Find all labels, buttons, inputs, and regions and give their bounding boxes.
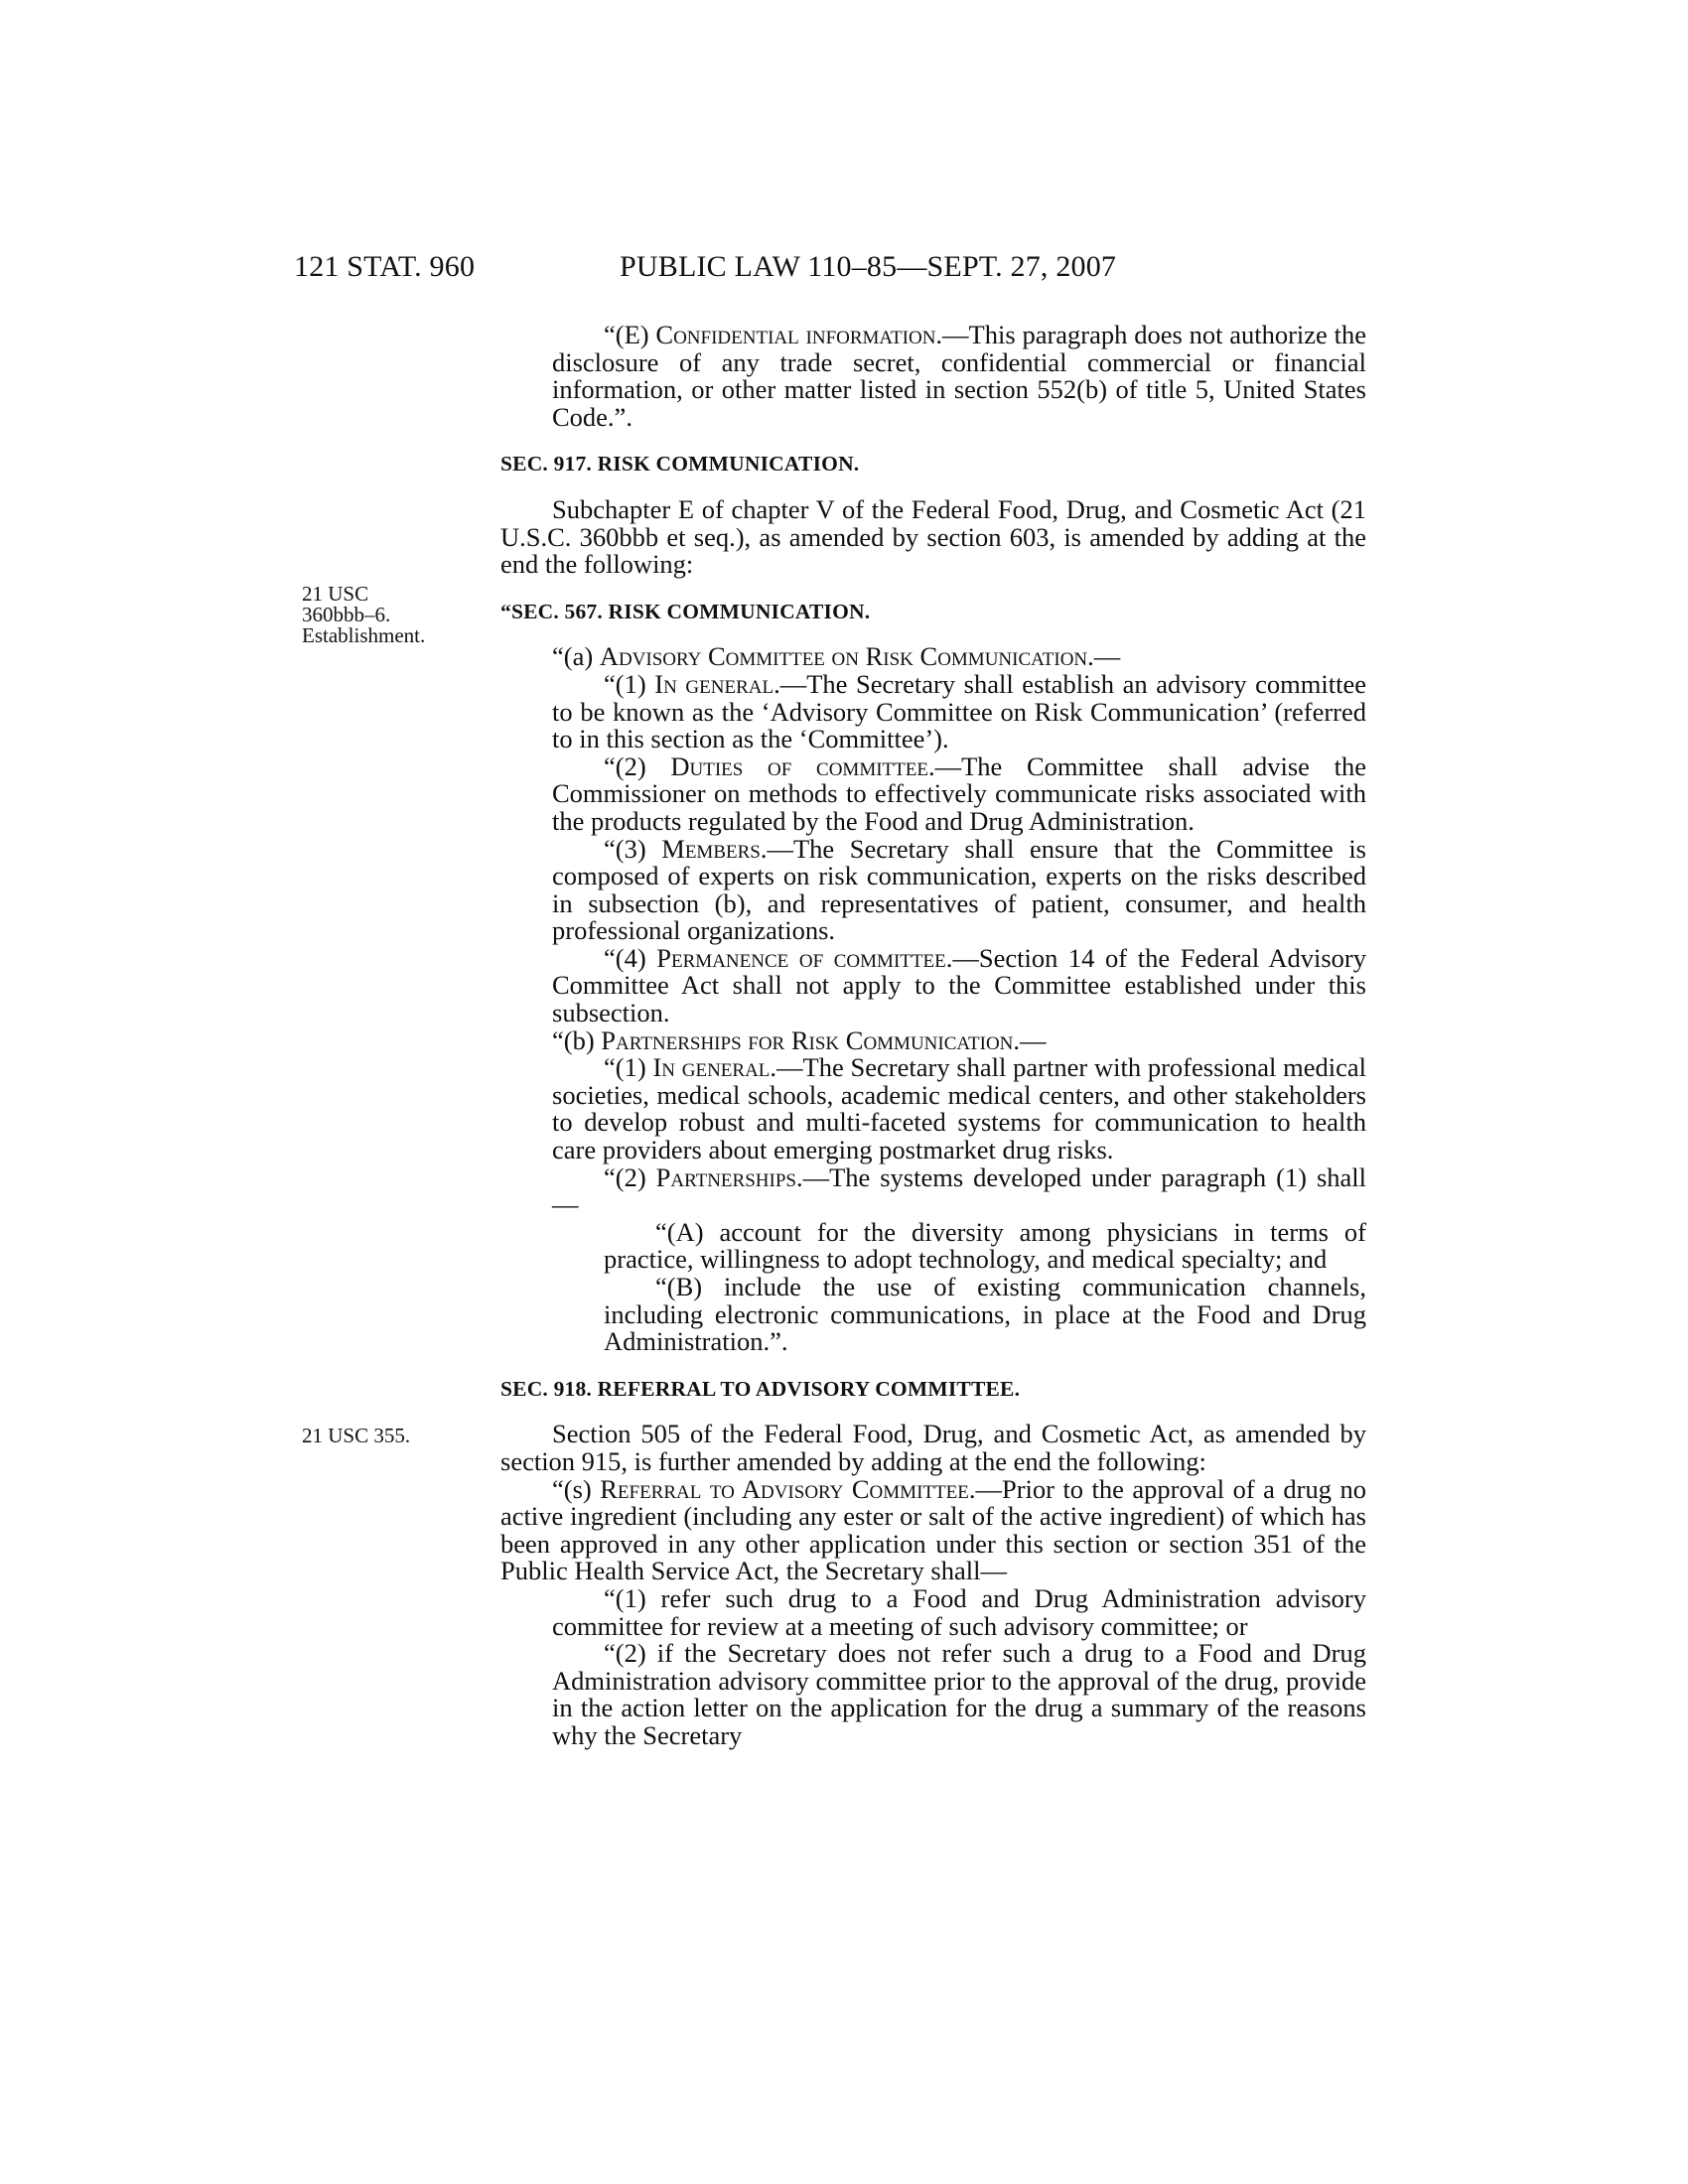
paragraph-text: .—This paragraph does not authorize the disclosure of any trade secret, confidential commercial or financial information, or other matter listed in section 552(b) of title 5, United States Code.”. bbox=[552, 320, 1366, 432]
paragraph-a1 bbox=[500, 668, 1366, 754]
paragraph-text: .—The Committee shall advise the Commissioner on methods to effectively communicate risks associated with the products regulated by the Food and Drug Administration. bbox=[552, 751, 1366, 836]
paragraph-text: .— bbox=[1013, 1024, 1047, 1055]
paragraph-heading: In general bbox=[654, 668, 774, 699]
paragraph-lead: “(3) bbox=[604, 833, 662, 864]
paragraph-a4 bbox=[500, 942, 1366, 1028]
section-917-intro: Subchapter E of chapter V of the Federal Food, Drug, and Cosmetic Act (21 U.S.C. 360bbb et seq.), as amended by section 603, is amended by adding at the end the following: bbox=[500, 493, 1366, 580]
paragraph-lead: “(b) bbox=[552, 1024, 602, 1055]
running-header-title: PUBLIC LAW 110–85—SEPT. 27, 2007 bbox=[620, 250, 1117, 283]
statute-page-number: 121 STAT. 960 bbox=[294, 250, 476, 283]
paragraph-heading: Permanence of committee bbox=[656, 942, 946, 973]
paragraph-text: .— bbox=[1087, 641, 1121, 672]
paragraph-lead: “(a) bbox=[552, 641, 600, 672]
paragraph-b1 bbox=[500, 1054, 1366, 1163]
paragraph-e-confidential-information bbox=[500, 322, 1366, 431]
margin-note-line: 21 USC bbox=[302, 582, 369, 606]
paragraph-lead: “(E) bbox=[604, 320, 656, 349]
margin-note-21usc-360bbb6 bbox=[302, 584, 425, 646]
paragraph-heading: Members bbox=[661, 833, 761, 864]
subsection-s-referral bbox=[500, 1473, 1366, 1586]
paragraph-s1: “(1) refer such drug to a Food and Drug Administration advisory committee for review at a meeting of such advisory committee; or bbox=[552, 1582, 1366, 1641]
section-567-heading: “SEC. 567. RISK COMMUNICATION. bbox=[500, 599, 871, 623]
section-918-intro: Section 505 of the Federal Food, Drug, and Cosmetic Act, as amended by section 915, is further amended by adding at the end the following: bbox=[500, 1419, 1366, 1476]
paragraph-text: .—The Secretary shall ensure that the Committee is composed of experts on risk communication, experts on the risks described in subsection (b), and representatives of patient, consumer, and health professional organizations. bbox=[552, 833, 1366, 946]
paragraph-heading: In general bbox=[652, 1052, 771, 1083]
margin-note-line: Establishment. bbox=[302, 623, 426, 647]
paragraph-lead: “(s) bbox=[552, 1473, 601, 1504]
paragraph-text: .—The Secretary shall establish an advisory committee to be known as the ‘Advisory Committee on Risk Communication’ (referred to in this section as the ‘Committee’). bbox=[552, 668, 1366, 754]
paragraph-a3 bbox=[500, 833, 1366, 946]
paragraph-heading: Partnerships bbox=[655, 1161, 796, 1192]
paragraph-heading: Partnerships for Risk Communication bbox=[601, 1024, 1014, 1055]
margin-note-line: 360bbb–6. bbox=[302, 603, 391, 626]
subsection-a-heading bbox=[500, 643, 1366, 671]
paragraph-b2 bbox=[500, 1161, 1366, 1220]
margin-note-21usc-355 bbox=[302, 1426, 410, 1446]
margin-note-line: 21 USC 355. bbox=[302, 1424, 411, 1447]
section-918-heading: SEC. 918. REFERRAL TO ADVISORY COMMITTEE. bbox=[500, 1376, 1021, 1401]
subsection-b-heading bbox=[500, 1024, 1366, 1055]
paragraph-heading: Advisory Committee on Risk Communication bbox=[599, 641, 1088, 672]
paragraph-s2: “(2) if the Secretary does not refer such a drug to a Food and Drug Administration advisory committee prior to the approval of the drug, provide in the action letter on the application for the drug a summary of the reasons why the Secretary bbox=[552, 1638, 1366, 1750]
paragraph-text: .—The systems developed under paragraph (1) shall— bbox=[552, 1161, 1366, 1220]
subparagraph-b2A: “(A) account for the diversity among physicians in terms of practice, willingness to adopt technology, and medical specialty; and bbox=[604, 1216, 1366, 1275]
paragraph-text: .—Section 14 of the Federal Advisory Committee Act shall not apply to the Committee established under this subsection. bbox=[552, 942, 1366, 1028]
paragraph-lead: “(2) bbox=[604, 1161, 656, 1192]
body-text bbox=[500, 322, 1366, 1750]
paragraph-lead: “(1) bbox=[604, 668, 655, 699]
paragraph-text: .—Prior to the approval of a drug no active ingredient (including any ester or salt of the active ingredient) of which has been approved in any other application under this section or section 351 of the Public Health Service Act, the Secretary shall— bbox=[500, 1473, 1366, 1586]
paragraph-a2 bbox=[500, 753, 1366, 836]
paragraph-lead: “(4) bbox=[604, 942, 657, 973]
paragraph-text: .—The Secretary shall partner with professional medical societies, medical schools, academic medical centers, and other stakeholders to develop robust and multi-faceted systems for communication to health care providers about emerging postmarket drug risks. bbox=[552, 1052, 1367, 1165]
paragraph-lead: “(2) bbox=[604, 751, 671, 781]
paragraph-lead: “(1) bbox=[604, 1052, 653, 1083]
subparagraph-b2B: “(B) include the use of existing communication channels, including electronic communications, in place at the Food and Drug Administration.”. bbox=[604, 1272, 1366, 1357]
paragraph-heading: Duties of committee bbox=[670, 751, 928, 781]
section-917-heading: SEC. 917. RISK COMMUNICATION. bbox=[500, 452, 860, 477]
paragraph-heading: Confidential information bbox=[655, 320, 936, 349]
paragraph-heading: Referral to Advisory Committee bbox=[600, 1473, 969, 1504]
